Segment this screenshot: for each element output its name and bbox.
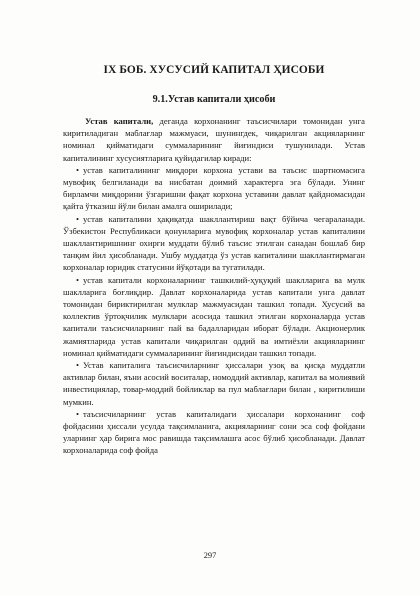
paragraph-text: устав капиталининг миқдори корхона устави ва таъсис шартномасига мувофиқ белгиланади ва нисбатан доимий характерга эга бўлади. Унинг бирламчи миқдорини ўзгаришни фақат корхона уставини давлат қайдномасидан қайта ўтказиш йўли билан амалга оширилади; [63,164,365,212]
bullet-icon: • [75,408,79,419]
page-number: 297 [203,551,217,560]
bullet-icon: • [75,360,79,371]
bullet-paragraph-1 [63,164,365,213]
body-text [63,115,365,457]
bold-lead: Устав капитали, [85,116,154,126]
paragraph-text: Устав капиталига таъсисчиларнинг ҳиссалари узоқ ва қисқа муддатли активлар билан, яъни асосий воситалар, номоддий активлар, капитал ва молиявий инвестициялар, товар-моддий бойликлар ва пул маблағлари билан , киритилиши мумкин. [63,360,365,407]
paragraph-text: устав капиталини ҳақиқатда шакллантириш вақт бўйича чегараланади. Ўзбекистон Республикаси қонунларига мувофиқ корхоналар устав капиталини шакллантиришнинг охирги муддати бўлиб таъсис этилган санадан бошлаб бир танқим йил ҳисобланади. Ушбу муддатда ўз устав капиталини шакллантирмаган корхоналар юридик статусини йўқотади ва тугатилади. [63,213,365,273]
section-title: 9.1.Устав капитали ҳисоби [152,94,276,105]
paragraph-1 [63,115,365,164]
paragraph-text: устав капитали корхоналарнинг ташкилий-ҳуқуқий шаклларига ва мулк шаклларига боғлиқдир. Давлат корхоналарида устав капитали унга давлат томонидан бириктирилган мулклар мажмуасидан ташкил топади. Хусусий ва коллектив ўртоқчилик мулклари асосида ташкил этилган корхоналарда устав капитали таъсисчиларнинг пай ва бадалларидан иборат бўлади. Акционерлик жамиятларида устав капитали чиқарилган оддий ва имтиёзли акцияларнинг номинал қийматидаги суммаларининг йиғиндисидан ташкил топади. [63,274,365,358]
bullet-paragraph-4 [63,359,365,408]
bullet-paragraph-2 [63,213,365,274]
bullet-paragraph-5 [63,408,365,457]
bullet-paragraph-3 [63,274,365,359]
paragraph-text: таъсисчиларнинг устав капиталидаги ҳиссалари корхонанинг соф фойдасини ҳиссали усулда тақсимланига, акцияларнинг сони эса соф фойдани уларнинг ҳар бирига мос равишда тақсимлашга асос бўлиб ҳисобланади. Давлат корхоналарида соф фойда [63,408,365,456]
bullet-icon: • [75,213,79,224]
bullet-icon: • [75,274,79,285]
bullet-icon: • [75,164,79,175]
chapter-title: IX БОБ. ХУСУСИЙ КАПИТАЛ ҲИСОБИ [103,64,325,76]
paragraph-text: деганда корхонанинг таъсисчилари томонидан унга киритиладиган маблағлар мажмуаси, шунингдек, чиқарилган акцияларнинг номинал қийматидаги суммаларининг йиғиндиси тушунилади. Устав капиталининг хусусиятларига қуйидагилар киради: [63,116,365,163]
